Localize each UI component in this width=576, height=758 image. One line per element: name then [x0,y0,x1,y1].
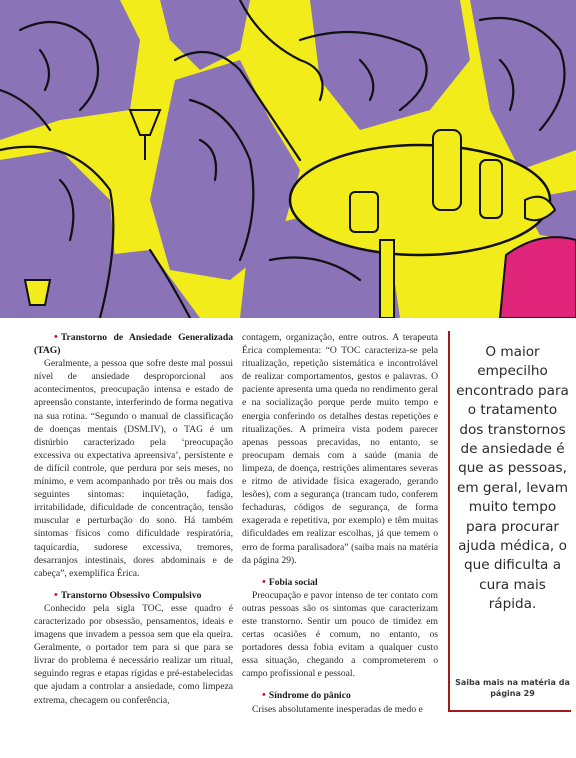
text-column-middle [242,331,438,716]
bullet-icon: • [262,575,266,588]
text-column-left [34,331,233,707]
pull-quote-text: O maior empecilho encontrado para o tratamento dos transtornos de ansiedade é que as pessoas, em geral, levam muito tempo para procurar ajuda médica, o que dificulta a cura mais rápida. [456,344,569,613]
paragraph-panico: Crises absolutamente inesperadas de medo e [252,703,423,715]
pull-quote-divider [448,710,571,712]
section-heading-fobia: • Fobia social [242,576,438,589]
pull-quote-reference: Saiba mais na matéria da página 29 [455,678,570,698]
paragraph-toc: Conhecido pela sigla TOC, esse quadro é caracterizado por obsessão, pensamentos, ideais e imagens que invadem a pessoa sem que ela queira. Geralmente, o portador tem para si que para se livrar do problema é necessário realizar um ritual, seguindo regras e etapas rígidas e pré-estabelecidas que ajudam a controlar a ansiedade, como limpeza extrema, checagem ou conferência, [34,602,233,706]
bullet-icon: • [262,689,266,702]
section-heading-tag: • Transtorno de Ansiedade Generalizada (TAG) [34,331,233,357]
paragraph-toc-continued: contagem, organização, entre outros. A terapeuta Érica complementa: “O TOC caracteriza-se pela ritualização, repetição sistemática e incontrolável de realizar comportamentos, gestos e palavras. O paciente apresenta uma queda no rendimento geral e na socialização porque perde muito tempo e energia conferindo os detalhes destas repetições e ritualizações. A primeira vista podem parecer apenas pessoas precavidas, no entanto, se preocupam demais com a saúde (mania de limpeza, de doença, restrições alimentares severas e ritmo de atividade física exagerado, gerando lesões), com a segurança (trancam tudo, conferem fechaduras, códigos de segurança, de forma exagerada e repetitiva, por exemplo) e têm muitas dificuldades em realizar escolhas, já que temem o erro de forma paralisadora” (saiba mais na matéria da página 29). [242,332,438,566]
bullet-icon: • [54,331,58,343]
section-heading-panico: • Síndrome do pânico [242,689,438,702]
cafe-illustration [0,0,576,318]
section-heading-toc: • Transtorno Obsessivo Compulsivo [34,589,233,602]
paragraph-tag: Geralmente, a pessoa que sofre deste mal possui nível de ansiedade desproporcional aos acontecimentos, preocupação intensa e estado de apreensão constante, interferindo de forma negativa na sua rotina. “Segundo o manual de classificação de doenças mentais (DSM.IV), o TAG é um distúrbio caracterizado pela ‘preocupação excessiva ou expectativa apreensiva’, persistente e de difícil controle, que perdura por seis meses, no mínimo, e vem acompanhado por três ou mais dos seguintes sintomas: inquietação, fadiga, irritabilidade, dificuldade de concentração, tensão muscular e perturbação do sono. Há também sintomas físicos como dificuldade respiratória, taquicardia, sudorese excessiva, tremores, desarranjos intestinais, dores abdominais e de cabeça”, exemplifica Érica. [34,358,233,579]
paragraph-fobia: Preocupação e pavor intenso de ter contato com outras pessoas são os sintomas que caracterizam este transtorno. Sentir um pouco de timidez em certas ocasiões é comum, no entanto, os portadores dessa fobia evitam a qualquer custo essa situação, chegando a comprometerem o campo profissional e pessoal. [242,589,438,680]
pull-quote-box [448,331,571,712]
pull-quote-border [448,331,450,712]
bullet-icon: • [54,588,58,601]
